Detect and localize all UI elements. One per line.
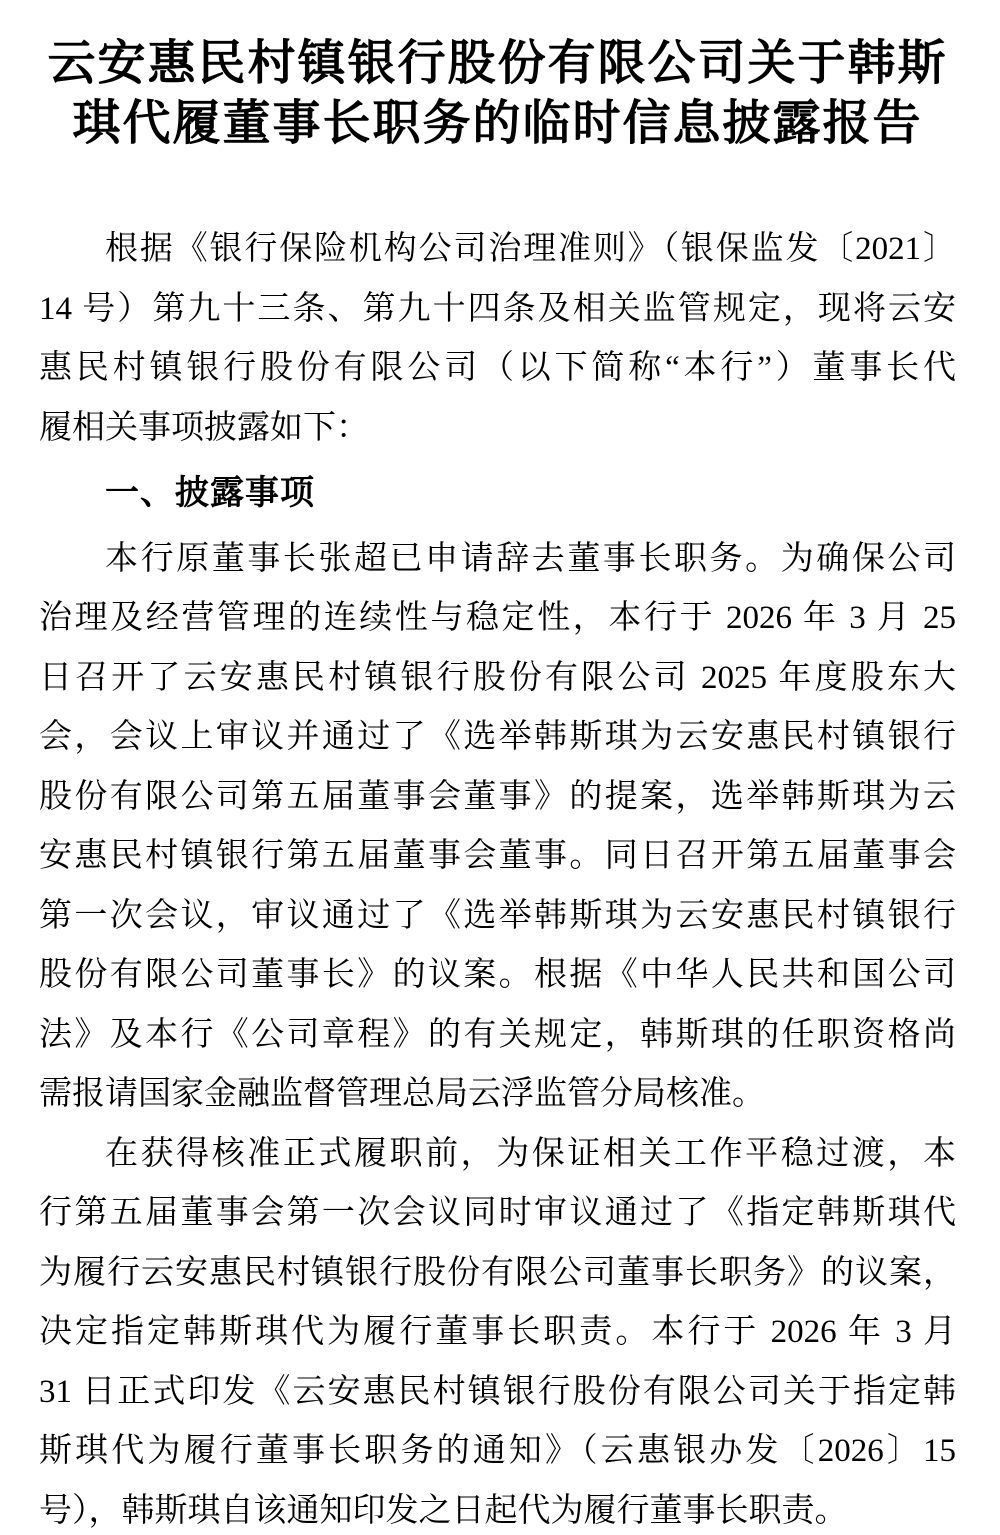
paragraph-line: 31 日正式印发《云安惠民村镇银行股份有限公司关于指定韩 bbox=[39, 1373, 956, 1410]
paragraph-line: 行第五届董事会第一次会议同时审议通过了《指定韩斯琪代 bbox=[39, 1195, 956, 1231]
paragraph-line: 本行原董事长张超已申请辞去董事长职务。为确保公司 bbox=[105, 540, 956, 577]
paragraph-line: 根据《银行保险机构公司治理准则》（银保监发〔2021〕 bbox=[105, 231, 956, 267]
paragraph-line: 14 号）第九十三条、第九十四条及相关监管规定，现将云安 bbox=[39, 290, 956, 327]
paragraph-line: 第一次会议，审议通过了《选举韩斯琪为云安惠民村镇银行 bbox=[39, 897, 956, 934]
paragraph-line: 惠民村镇银行股份有限公司（以下简称“本行”）董事长代 bbox=[39, 350, 956, 386]
document-title-line-1: 云安惠民村镇银行股份有限公司关于韩斯 bbox=[47, 37, 948, 90]
paragraph-line: 号），韩斯琪自该通知印发之日起代为履行董事长职责。 bbox=[39, 1492, 848, 1529]
document-content bbox=[0, 34, 1000, 1535]
paragraph-line: 股份有限公司董事长》的议案。根据《中华人民共和国公司 bbox=[39, 957, 956, 993]
paragraph-line: 股份有限公司第五届董事会董事》的提案，选举韩斯琪为云 bbox=[39, 778, 956, 815]
paragraph-line: 法》及本行《公司章程》的有关规定，韩斯琪的任职资格尚 bbox=[39, 1016, 956, 1053]
paragraph-line: 日召开了云安惠民村镇银行股份有限公司 2025 年度股东大 bbox=[39, 659, 956, 696]
paragraph-line: 为履行云安惠民村镇银行股份有限公司董事长职务》的议案， bbox=[39, 1254, 956, 1291]
document-body bbox=[39, 220, 956, 1535]
paragraph-line: 履相关事项披露如下： bbox=[39, 409, 369, 446]
paragraph-line: 在获得核准正式履职前，为保证相关工作平稳过渡，本 bbox=[105, 1135, 956, 1172]
document-title-line-2: 琪代履董事长职务的临时信息披露报告 bbox=[72, 97, 923, 150]
paragraph-line: 安惠民村镇银行第五届董事会董事。同日召开第五届董事会 bbox=[39, 838, 956, 874]
paragraph-line: 决定指定韩斯琪代为履行董事长职责。本行于 2026 年 3 月 bbox=[39, 1314, 956, 1350]
paragraph-line: 斯琪代为履行董事长职务的通知》（云惠银办发〔2026〕15 bbox=[39, 1433, 956, 1469]
section-heading: 一、披露事项 bbox=[105, 474, 315, 512]
paragraph-line: 治理及经营管理的连续性与稳定性，本行于 2026 年 3 月 25 bbox=[39, 600, 956, 636]
paragraph-line: 会，会议上审议并通过了《选举韩斯琪为云安惠民村镇银行 bbox=[39, 719, 956, 755]
document-title bbox=[39, 34, 956, 154]
paragraph-line: 需报请国家金融监督管理总局云浮监管分局核准。 bbox=[39, 1076, 765, 1112]
